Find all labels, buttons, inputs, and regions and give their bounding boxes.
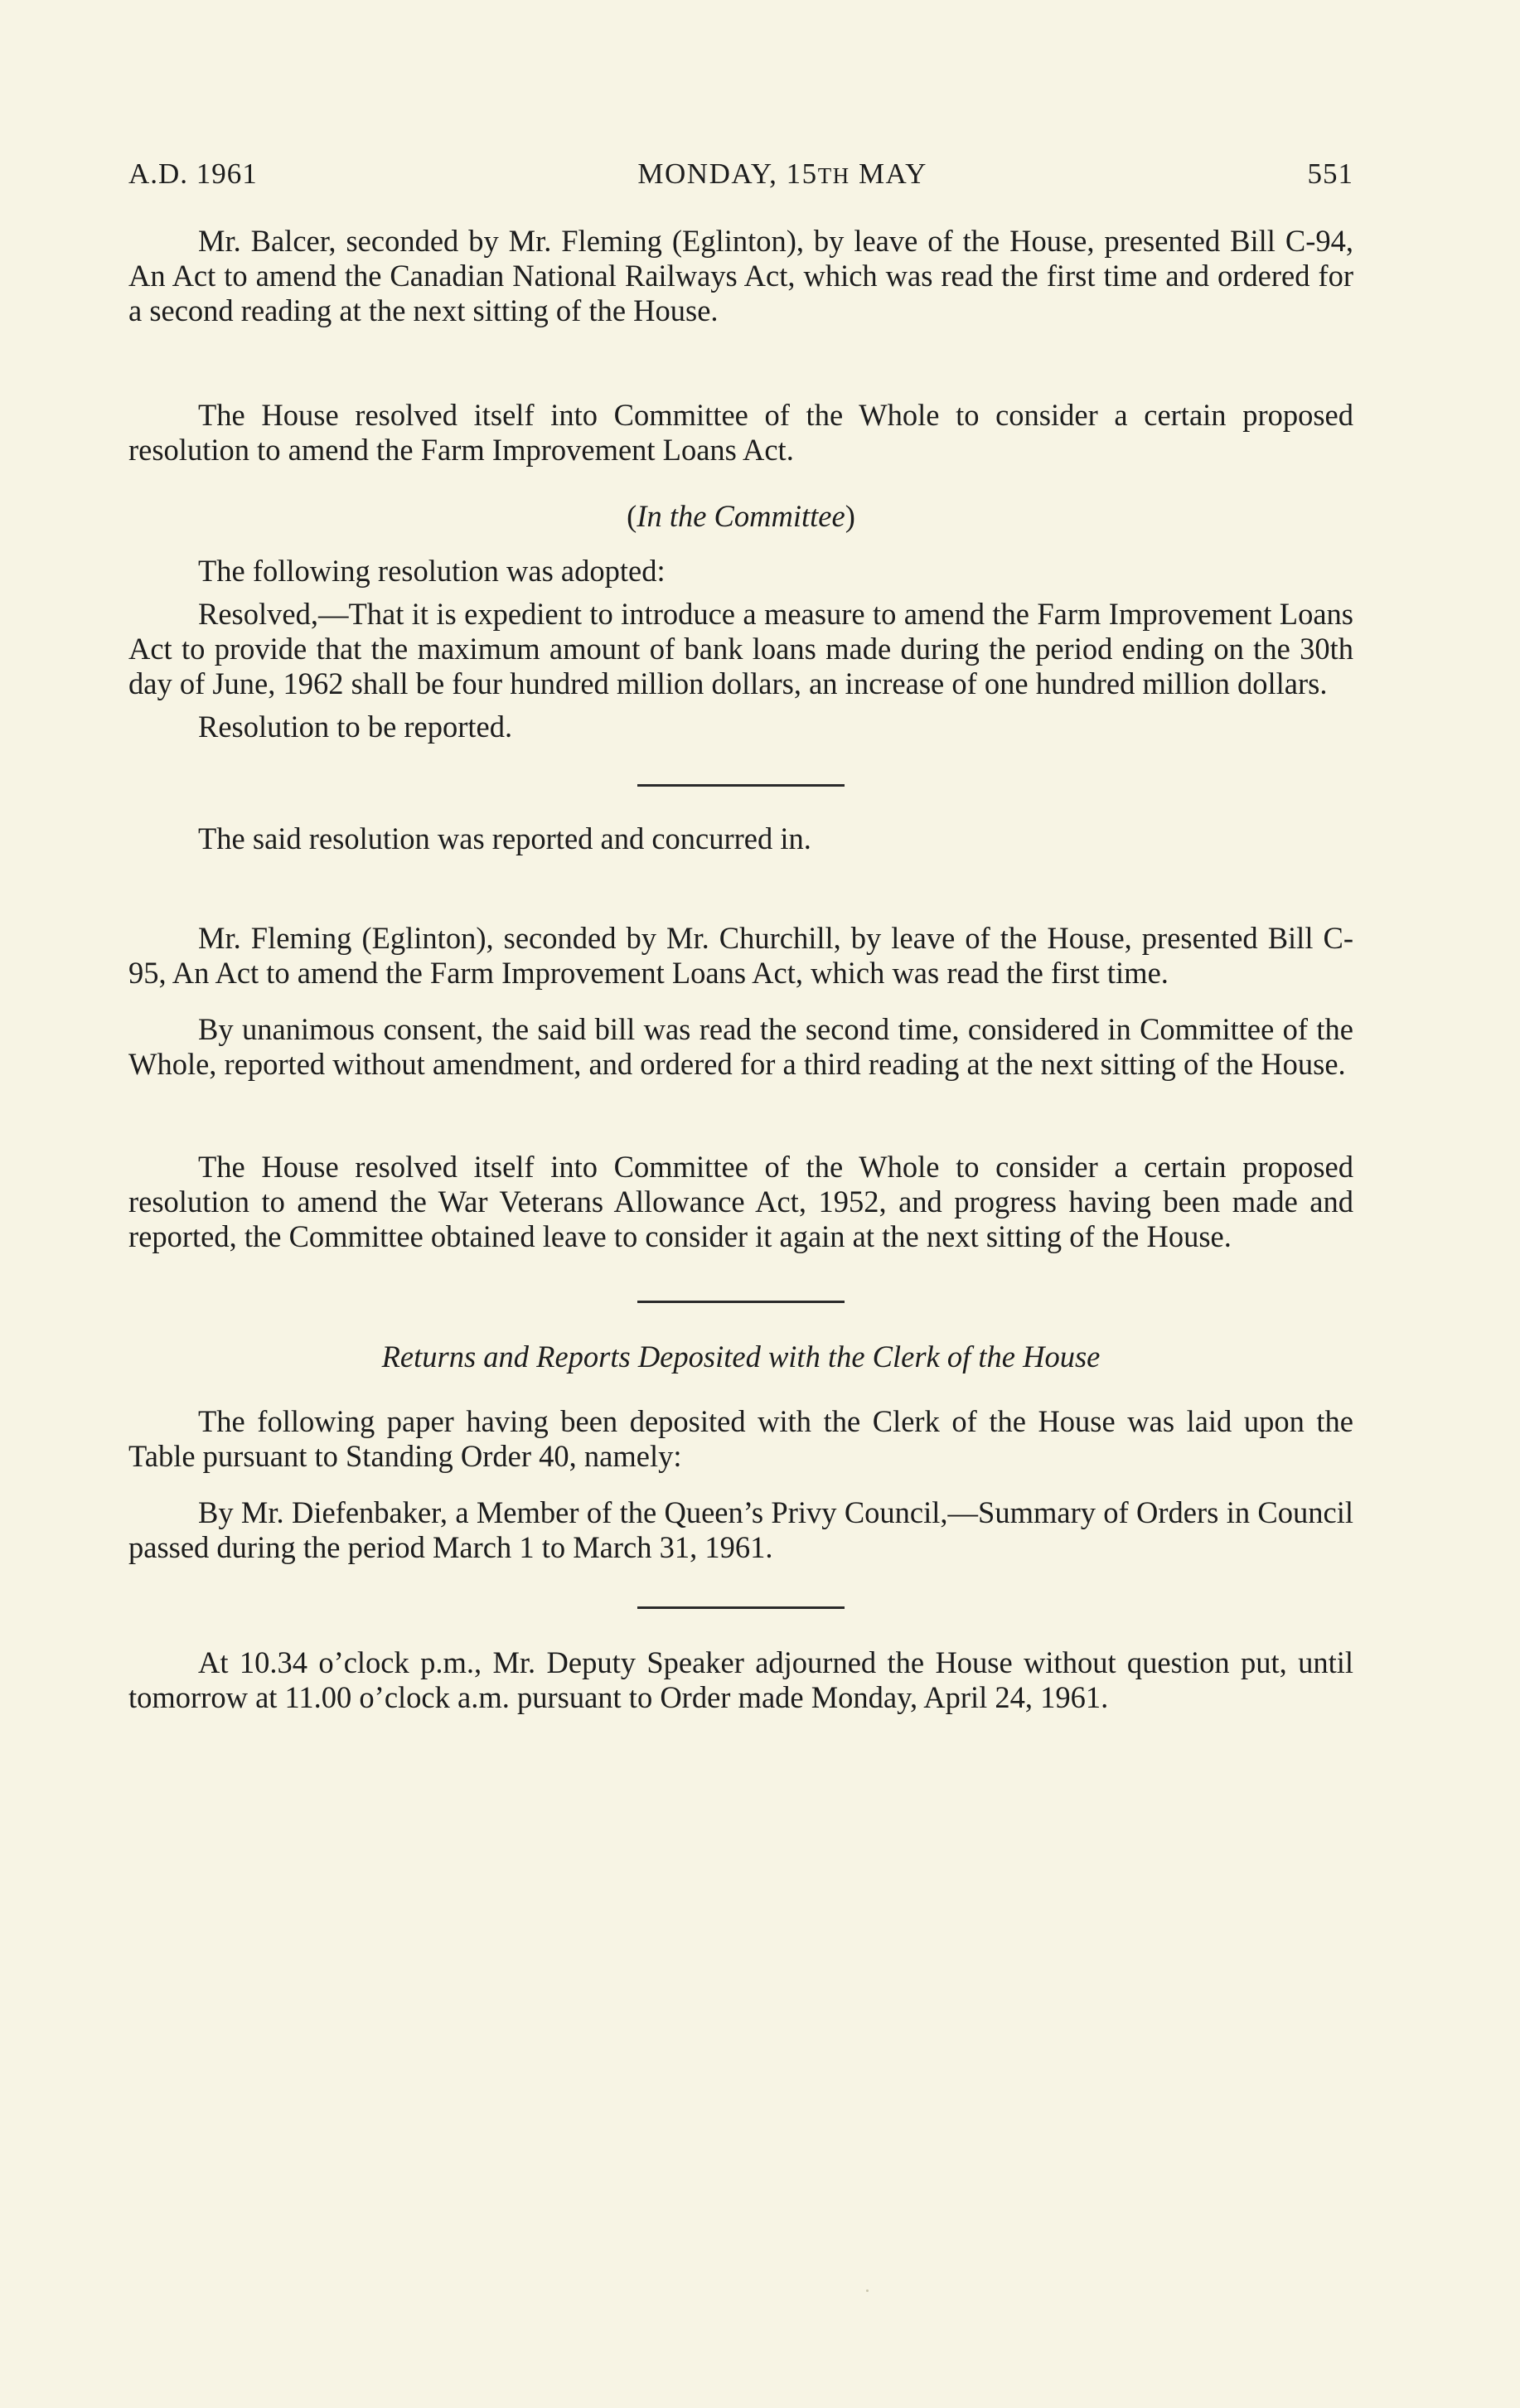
- committee-heading-close: ): [845, 499, 855, 533]
- header-date-main: MONDAY, 15: [637, 157, 818, 190]
- page-number: 551: [1307, 157, 1353, 190]
- header-date: [637, 157, 927, 191]
- paragraph-bill-c95: Mr. Fleming (Eglinton), seconded by Mr. Churchill, by leave of the House, presented Bill C-95, An Act to amend the Farm Improvement Loans Act, which was read the first time.: [128, 921, 1353, 990]
- paragraph-resolution-reported: Resolution to be reported.: [198, 710, 513, 744]
- paper-speck: [866, 2289, 869, 2292]
- committee-heading-text: In the Committee: [637, 499, 845, 533]
- paragraph-committee-farm-loans: The House resolved itself into Committee of the Whole to consider a certain proposed resolution to amend the Farm Improvement Loans Act.: [128, 398, 1353, 467]
- paragraph-bill-c94: Mr. Balcer, seconded by Mr. Fleming (Eglinton), by leave of the House, presented Bill C-94, An Act to amend the Canadian National Railways Act, which was read the first time and ordered for a second reading at the next sitting of the House.: [128, 224, 1353, 327]
- header-year: A.D. 1961: [128, 157, 258, 190]
- paragraph-war-veterans: The House resolved itself into Committee of the Whole to consider a certain proposed resolution to amend the War Veterans Allowance Act, 1952, and progress having been made and reported, the Committee obtained leave to consider it again at the next sitting of the House.: [128, 1150, 1353, 1253]
- journal-page: [128, 157, 1353, 1715]
- header-date-month: MAY: [850, 157, 927, 190]
- committee-heading: [128, 499, 1353, 534]
- paragraph-resolved: Resolved,—That it is expedient to introduce a measure to amend the Farm Improvement Loans Act to provide that the maximum amount of bank loans made during the period ending on the 30th day of June, 1962 shall be four hundred million dollars, an increase of one hundred million dollars.: [128, 597, 1353, 700]
- committee-heading-open: (: [627, 499, 637, 533]
- header-date-suffix: TH: [817, 163, 850, 188]
- section-heading-returns: Returns and Reports Deposited with the Clerk of the House: [381, 1340, 1101, 1374]
- paragraph-paper-deposited: The following paper having been deposited with the Clerk of the House was laid upon the Table pursuant to Standing Order 40, namely:: [128, 1404, 1353, 1473]
- paragraph-resolution-adopted: The following resolution was adopted:: [198, 554, 666, 588]
- paragraph-unanimous-consent: By unanimous consent, the said bill was read the second time, considered in Committee of the Whole, reported without amendment, and ordered for a third reading at the next sitting of the House.: [128, 1012, 1353, 1081]
- page-header: [128, 157, 1353, 191]
- paragraph-concurred: The said resolution was reported and concurred in.: [198, 821, 811, 855]
- paragraph-adjournment: At 10.34 o’clock p.m., Mr. Deputy Speaker adjourned the House without question put, until tomorrow at 11.00 o’clock a.m. pursuant to Order made Monday, April 24, 1961.: [128, 1645, 1353, 1714]
- paragraph-diefenbaker: By Mr. Diefenbaker, a Member of the Queen’s Privy Council,—Summary of Orders in Council passed during the period March 1 to March 31, 1961.: [128, 1495, 1353, 1564]
